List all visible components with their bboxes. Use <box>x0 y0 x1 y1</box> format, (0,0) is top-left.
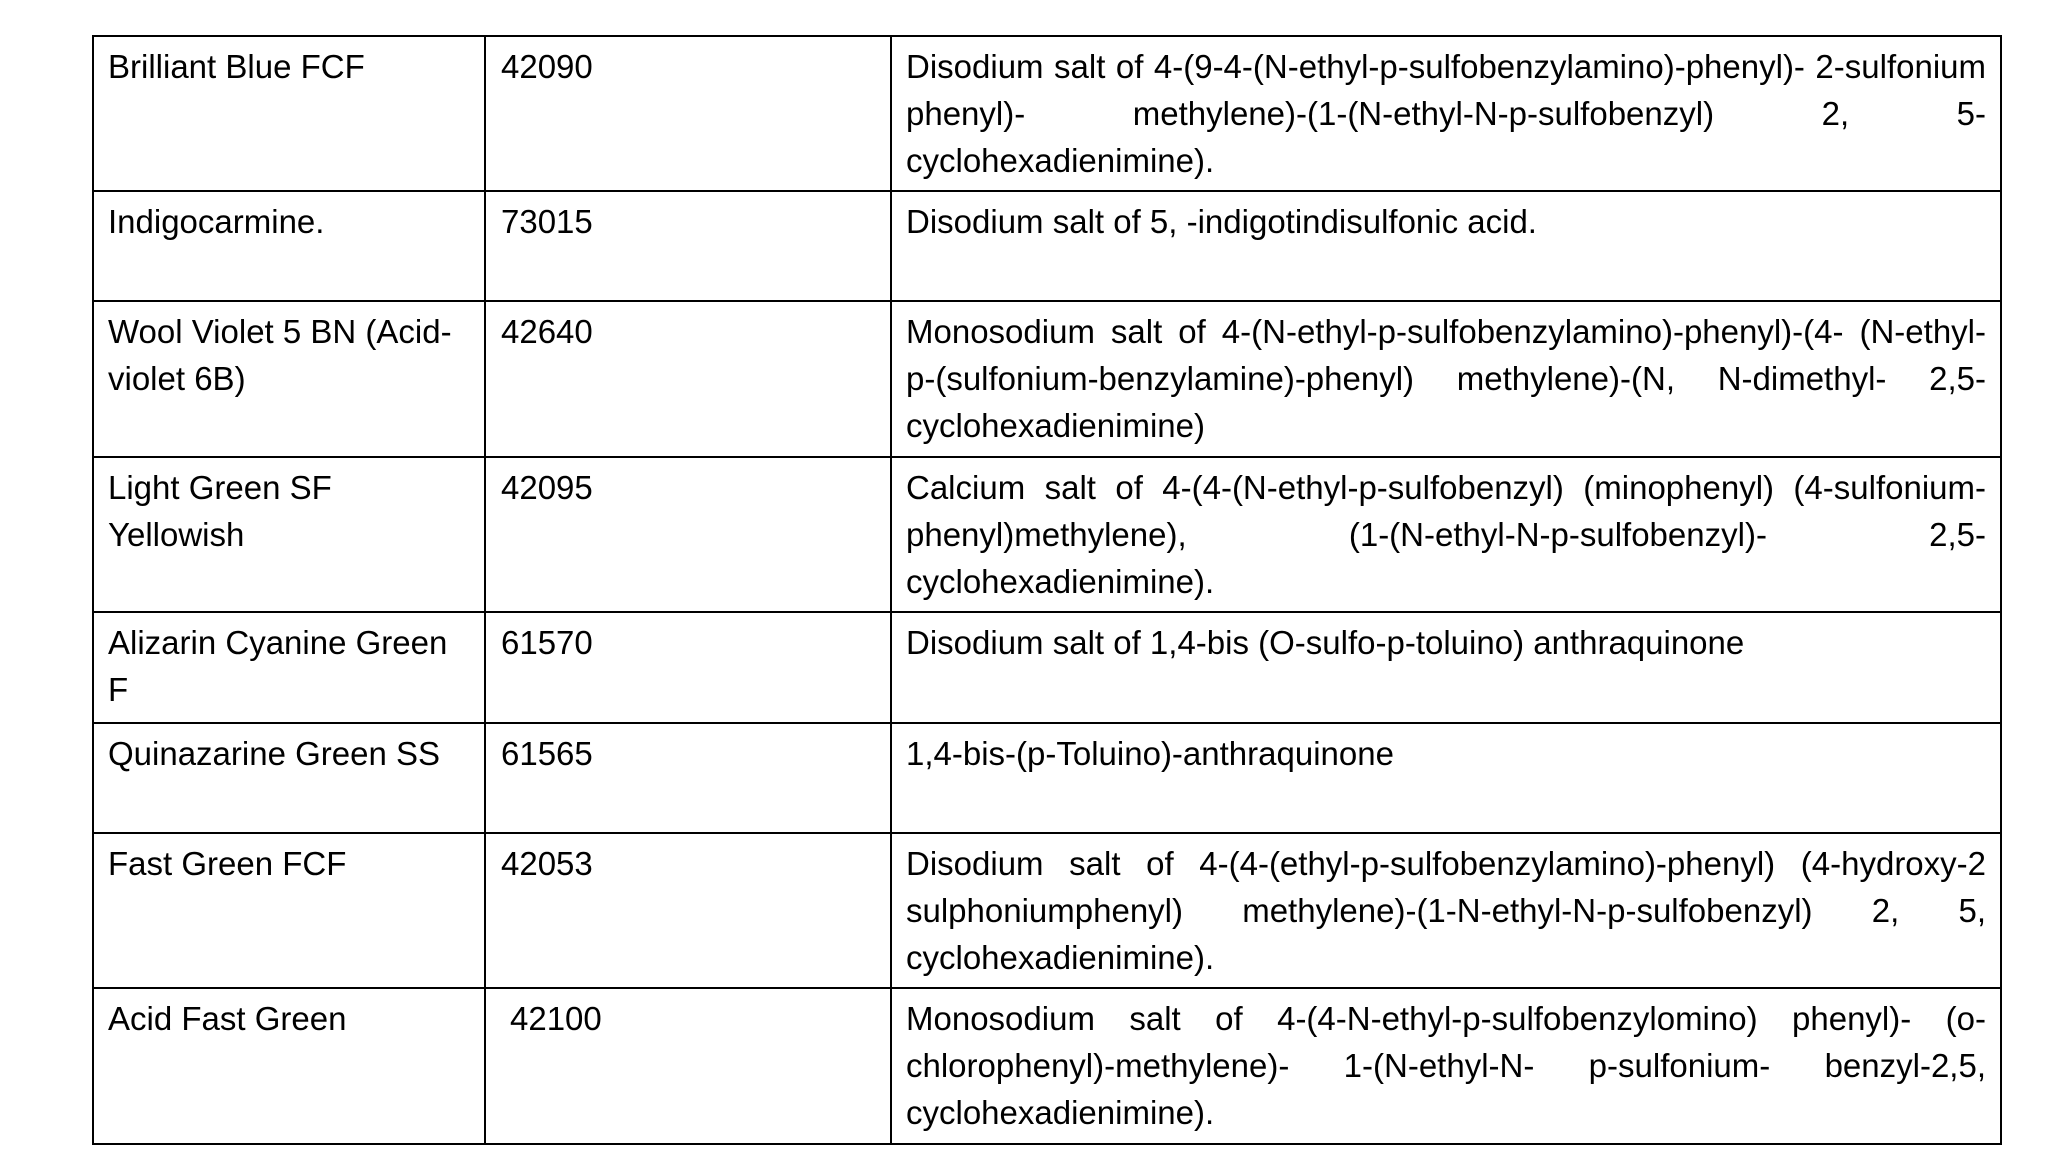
chemical-description: Calcium salt of 4-(4-(N-ethyl-p-sulfobenzyl) (minophenyl) (4-sulfonium-phenyl)methylene), (1-(N-ethyl-N-p-sulfobenzyl)- 2,5-cyclohexadienimine). <box>906 469 1986 600</box>
chemical-description-cell <box>891 833 2001 988</box>
ci-number-cell <box>485 723 891 833</box>
chemical-description-cell <box>891 457 2001 612</box>
dye-name-cell <box>93 457 485 612</box>
dye-name: Alizarin Cyanine Green F <box>108 624 448 708</box>
ci-number-cell <box>485 36 891 191</box>
table-row <box>93 191 2001 301</box>
dye-table-body <box>93 36 2001 1144</box>
ci-number-cell <box>485 191 891 301</box>
chemical-description: Monosodium salt of 4-(N-ethyl-p-sulfobenzylamino)-phenyl)-(4- (N-ethyl-p-(sulfonium-benzylamine)-phenyl) methylene)-(N, N-dimethyl- 2,5-cyclohexadienimine) <box>906 313 1986 444</box>
ci-number-cell <box>485 988 891 1144</box>
ci-number-cell <box>485 301 891 457</box>
chemical-description-cell <box>891 612 2001 723</box>
dye-name-cell <box>93 833 485 988</box>
dye-name: Acid Fast Green <box>108 1000 347 1037</box>
dye-name-cell <box>93 723 485 833</box>
dye-name: Light Green SF Yellowish <box>108 469 332 553</box>
ci-number: 42100 <box>510 1000 602 1037</box>
ci-number: 42640 <box>501 313 593 350</box>
dye-name-cell <box>93 612 485 723</box>
chemical-description: Monosodium salt of 4-(4-N-ethyl-p-sulfobenzylomino) phenyl)- (o-chlorophenyl)-methylene)- 1-(N-ethyl-N- p-sulfonium- benzyl-2,5, cyclohexadienimine). <box>906 1000 1986 1131</box>
dye-name-cell <box>93 301 485 457</box>
chemical-description: 1,4-bis-(p-Toluino)-anthraquinone <box>906 735 1394 772</box>
chemical-description: Disodium salt of 5, -indigotindisulfonic acid. <box>906 203 1537 240</box>
table-row <box>93 36 2001 191</box>
chemical-description-cell <box>891 191 2001 301</box>
chemical-description-cell <box>891 723 2001 833</box>
dye-name-cell <box>93 191 485 301</box>
dye-name: Wool Violet 5 BN (Acid- violet 6B) <box>108 313 452 397</box>
table-row <box>93 988 2001 1144</box>
dye-name-cell <box>93 988 485 1144</box>
chemical-description-cell <box>891 36 2001 191</box>
ci-number: 73015 <box>501 203 593 240</box>
chemical-description-cell <box>891 301 2001 457</box>
ci-number: 42095 <box>501 469 593 506</box>
dye-name: Indigocarmine. <box>108 203 325 240</box>
ci-number-cell <box>485 612 891 723</box>
table-row <box>93 301 2001 457</box>
ci-number: 42090 <box>501 48 593 85</box>
chemical-description: Disodium salt of 1,4-bis (O-sulfo-p-toluino) anthraquinone <box>906 624 1745 661</box>
chemical-description: Disodium salt of 4-(4-(ethyl-p-sulfobenzylamino)-phenyl) (4-hydroxy-2 sulphoniumphenyl) methylene)-(1-N-ethyl-N-p-sulfobenzyl) 2, 5, cyclohexadienimine). <box>906 845 1986 976</box>
dye-name: Fast Green FCF <box>108 845 347 882</box>
table-row <box>93 723 2001 833</box>
table-row <box>93 457 2001 612</box>
table-row <box>93 833 2001 988</box>
table-row <box>93 612 2001 723</box>
dye-table <box>92 35 2002 1145</box>
chemical-description-cell <box>891 988 2001 1144</box>
chemical-description: Disodium salt of 4-(9-4-(N-ethyl-p-sulfobenzylamino)-phenyl)- 2-sulfonium phenyl)- methylene)-(1-(N-ethyl-N-p-sulfobenzyl) 2, 5-cyclohexadienimine). <box>906 48 1986 179</box>
ci-number: 61565 <box>501 735 593 772</box>
dye-name: Quinazarine Green SS <box>108 735 441 772</box>
dye-name-cell <box>93 36 485 191</box>
ci-number-cell <box>485 833 891 988</box>
ci-number-cell <box>485 457 891 612</box>
ci-number: 61570 <box>501 624 593 661</box>
ci-number: 42053 <box>501 845 593 882</box>
dye-name: Brilliant Blue FCF <box>108 48 365 85</box>
